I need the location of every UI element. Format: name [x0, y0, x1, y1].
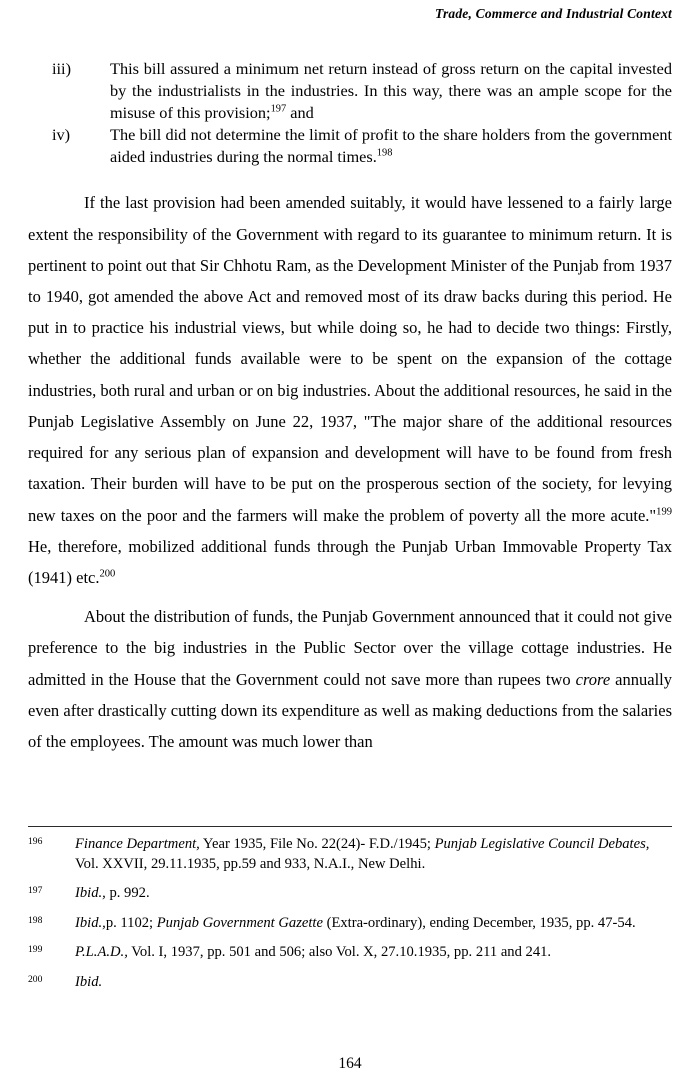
footnote-text: [75, 915, 636, 931]
paragraph-1-segment-1: If the last provision had been amended suitably, it would have lessened to a fairly large extent the responsibility of the Government with regard to its guarantee to minimum return. It is pertinent to point out that Sir Chhotu Ram, as the Development Minister of the Punjab from 1937 to 1940, got amended the above Act and removed most of its draw backs during this period. He put in to practice his industrial views, but while doing so, he had to decide two things: Firstly, whether the additional funds available were to be spent on the expansion of the cottage industries, both rural and urban or on big industries. About the additional resources, he said in the Punjab Legislative Assembly on June 22, 1937, "The major share of the additional resources required for any serious plan of expansion and development will have to be found from fresh taxation. Their burden will have to be put on the prosperous section of the society, for levying new taxes on the poor and the farmers will make the problem of poverty all the more acute.": [28, 193, 672, 525]
page-body: [28, 58, 672, 757]
footnote-number: 197: [28, 885, 43, 897]
list-item-text: This bill assured a minimum net return instead of gross return on the capital invested by the industrialists in the industries. In this way, there was an ample scope for the misuse of this provision;: [110, 59, 672, 123]
footnote-title-italic: Finance Department,: [75, 836, 200, 852]
list-item: [28, 58, 672, 124]
footnote-title-italic: Punjab Government Gazette: [156, 914, 323, 931]
footnote-entry: [28, 943, 672, 963]
footnote-text-run: p. 1102;: [105, 914, 157, 931]
paragraph-2: [28, 601, 672, 757]
running-header-title: Trade, Commerce and Industrial Context: [435, 6, 672, 21]
footnote-number: 200: [28, 973, 43, 985]
footnote-ref-199[interactable]: 199: [656, 506, 672, 517]
footnote-separator-rule: [28, 826, 672, 827]
paragraph-2-segment-2: annually even after drastically cutting down its expenditure as well as making deductions from the salaries of the employees. The amount was much lower than: [28, 669, 672, 751]
footnote-title-italic: Ibid.: [75, 973, 103, 990]
paragraph-1: [28, 187, 672, 593]
footnote-number: 196: [28, 836, 43, 847]
footnote-number: 199: [28, 944, 43, 956]
footnote-text: [75, 944, 551, 960]
list-item-marker: iv): [52, 125, 71, 145]
footnote-title-italic: P.L.A.D.,: [75, 944, 128, 961]
footnote-title-italic: Ibid.,: [75, 914, 106, 931]
footnote-text: [75, 885, 150, 901]
footnote-text-run: Vol. XXVII, 29.11.1935, pp.59 and 933, N.A.I., New Delhi.: [75, 855, 426, 872]
list-item: [28, 124, 672, 168]
roman-numeral-list: [28, 58, 672, 168]
footnote-text: [75, 836, 649, 872]
footnote-number: 198: [28, 914, 43, 926]
footnotes-section: [28, 835, 672, 1003]
footnote-entry: [28, 973, 672, 993]
page-number: 164: [338, 1055, 362, 1072]
footnote-text-run: (Extra-ordinary), ending December, 1935, pp. 47-54.: [322, 914, 636, 931]
list-item-text: The bill did not determine the limit of profit to the share holders from the government aided industries during the normal times.: [110, 125, 672, 167]
footnote-entry: [28, 884, 672, 904]
paragraph-2-italic-term: crore: [575, 669, 611, 689]
footnote-title-italic: Punjab Legislative Council Debates,: [434, 836, 650, 852]
list-item-text-tail: and: [286, 103, 314, 123]
footnote-entry: [28, 914, 672, 934]
footnote-ref-198[interactable]: 198: [376, 147, 393, 159]
footnote-text-run: Year 1935, File No. 22(24)- F.D./1945;: [199, 836, 435, 852]
footnote-ref-200[interactable]: 200: [99, 568, 116, 580]
footnote-title-italic: Ibid.,: [75, 885, 106, 902]
footnote-entry: [28, 835, 672, 874]
footnote-text: [75, 974, 102, 990]
footnote-text-run: p. 992.: [105, 885, 150, 902]
footnote-text-run: Vol. I, 1937, pp. 501 and 506; also Vol. X, 27.10.1935, pp. 211 and 241.: [127, 944, 552, 961]
list-item-marker: iii): [52, 59, 71, 78]
paragraph-1-segment-2: He, therefore, mobilized additional funds through the Punjab Urban Immovable Property Tax (1941) etc.: [28, 536, 672, 587]
paragraph-2-segment-1: About the distribution of funds, the Punjab Government announced that it could not give preference to the big industries in the Public Sector over the village cottage industries. He admitted in the House that the Government could not save more than rupees two: [28, 607, 672, 689]
footnote-ref-197[interactable]: 197: [270, 103, 287, 115]
